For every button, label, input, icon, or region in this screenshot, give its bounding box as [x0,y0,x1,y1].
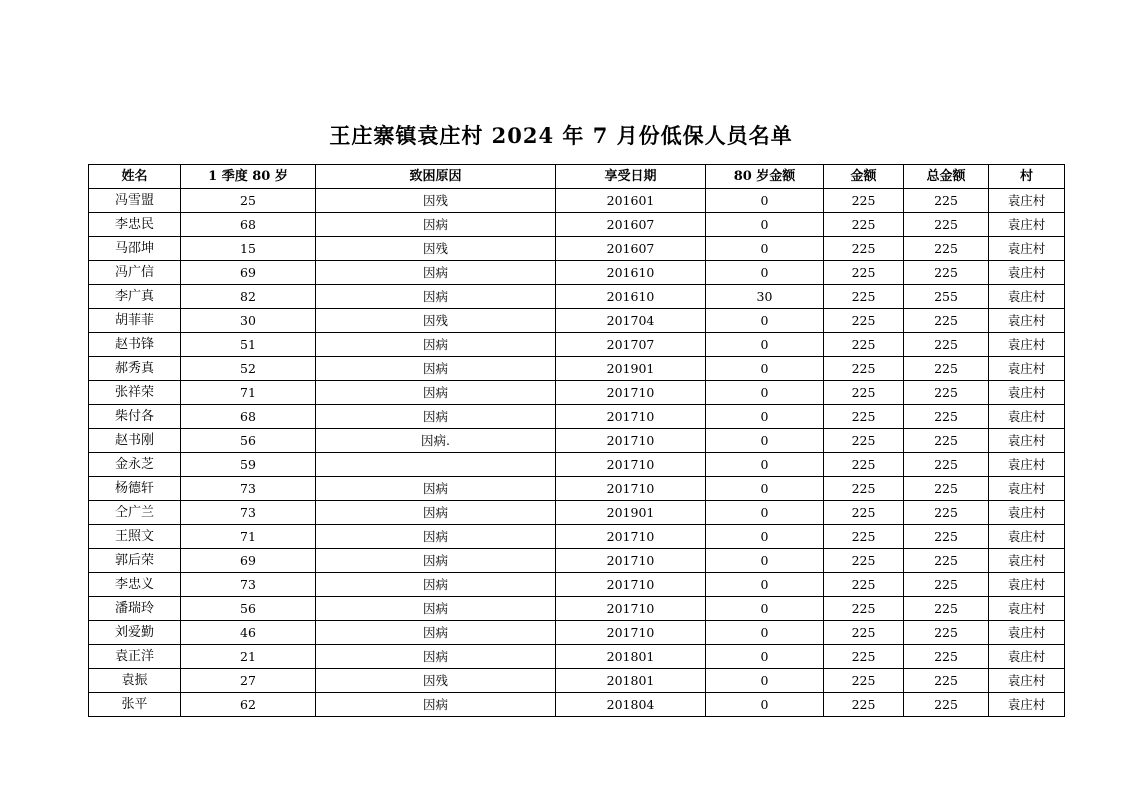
table-row [89,621,1065,645]
cell-date: 201710 [556,525,706,549]
cell-date: 201801 [556,669,706,693]
cell-name: 李忠民 [89,213,181,237]
cell-amount80: 0 [706,621,824,645]
table-row [89,549,1065,573]
cell-amount: 225 [824,573,904,597]
table-row [89,693,1065,717]
cell-amount80: 0 [706,213,824,237]
cell-amount80: 0 [706,477,824,501]
cell-total: 225 [904,357,989,381]
cell-amount: 225 [824,525,904,549]
cell-name: 李忠义 [89,573,181,597]
cell-village: 袁庄村 [989,573,1065,597]
cell-name: 袁正洋 [89,645,181,669]
cell-date: 201901 [556,501,706,525]
low-income-roster-table [88,164,1065,717]
column-header-name: 姓名 [89,165,181,189]
cell-total: 225 [904,525,989,549]
table-row [89,285,1065,309]
cell-date: 201704 [556,309,706,333]
cell-q1: 56 [181,429,316,453]
cell-q1: 30 [181,309,316,333]
cell-village: 袁庄村 [989,381,1065,405]
cell-q1: 52 [181,357,316,381]
cell-q1: 27 [181,669,316,693]
cell-village: 袁庄村 [989,621,1065,645]
cell-name: 杨德轩 [89,477,181,501]
cell-amount80: 0 [706,573,824,597]
table-row [89,453,1065,477]
table-row [89,501,1065,525]
cell-name: 李广真 [89,285,181,309]
cell-q1: 21 [181,645,316,669]
cell-date: 201610 [556,285,706,309]
cell-total: 225 [904,405,989,429]
cell-amount80: 0 [706,693,824,717]
cell-village: 袁庄村 [989,309,1065,333]
cell-name: 潘瑞玲 [89,597,181,621]
cell-name: 郭后荣 [89,549,181,573]
cell-total: 225 [904,261,989,285]
cell-total: 225 [904,645,989,669]
cell-amount: 225 [824,261,904,285]
cell-reason: 因病 [316,693,556,717]
cell-name: 王照文 [89,525,181,549]
table-row [89,261,1065,285]
cell-amount80: 0 [706,237,824,261]
cell-name: 胡菲菲 [89,309,181,333]
cell-village: 袁庄村 [989,549,1065,573]
cell-q1: 73 [181,477,316,501]
cell-amount: 225 [824,477,904,501]
cell-name: 张祥荣 [89,381,181,405]
table-row [89,189,1065,213]
table-row [89,381,1065,405]
cell-village: 袁庄村 [989,429,1065,453]
column-header-total: 总金额 [904,165,989,189]
table-row [89,645,1065,669]
cell-reason: 因病 [316,525,556,549]
cell-amount: 225 [824,237,904,261]
cell-village: 袁庄村 [989,261,1065,285]
cell-village: 袁庄村 [989,405,1065,429]
table-row [89,357,1065,381]
cell-total: 225 [904,333,989,357]
cell-q1: 71 [181,381,316,405]
cell-amount80: 0 [706,645,824,669]
cell-date: 201901 [556,357,706,381]
cell-amount: 225 [824,669,904,693]
cell-total: 225 [904,501,989,525]
cell-total: 225 [904,237,989,261]
cell-date: 201710 [556,621,706,645]
cell-amount80: 0 [706,381,824,405]
column-header-village: 村 [989,165,1065,189]
cell-amount80: 0 [706,405,824,429]
table-container [0,164,1122,717]
cell-total: 225 [904,189,989,213]
cell-date: 201607 [556,237,706,261]
cell-date: 201710 [556,573,706,597]
cell-total: 225 [904,693,989,717]
table-row [89,405,1065,429]
cell-amount80: 0 [706,669,824,693]
cell-reason: 因病. [316,429,556,453]
cell-total: 225 [904,381,989,405]
cell-q1: 71 [181,525,316,549]
cell-date: 201804 [556,693,706,717]
page-title: 王庄寨镇袁庄村 2024 年 7 月份低保人员名单 [329,123,793,148]
cell-q1: 82 [181,285,316,309]
cell-amount: 225 [824,189,904,213]
cell-total: 225 [904,621,989,645]
cell-reason: 因残 [316,669,556,693]
cell-q1: 51 [181,333,316,357]
table-header [89,165,1065,189]
cell-date: 201710 [556,477,706,501]
cell-reason: 因病 [316,285,556,309]
cell-total: 225 [904,597,989,621]
table-row [89,237,1065,261]
cell-total: 225 [904,573,989,597]
cell-name: 冯雪盟 [89,189,181,213]
cell-date: 201710 [556,453,706,477]
cell-village: 袁庄村 [989,501,1065,525]
cell-reason: 因病 [316,261,556,285]
cell-reason: 因病 [316,357,556,381]
cell-reason: 因病 [316,645,556,669]
cell-amount: 225 [824,357,904,381]
cell-amount: 225 [824,453,904,477]
cell-village: 袁庄村 [989,333,1065,357]
cell-q1: 69 [181,549,316,573]
table-header-row [89,165,1065,189]
cell-q1: 69 [181,261,316,285]
table-row [89,669,1065,693]
cell-amount80: 0 [706,429,824,453]
cell-date: 201607 [556,213,706,237]
table-row [89,525,1065,549]
cell-reason: 因病 [316,621,556,645]
cell-village: 袁庄村 [989,645,1065,669]
table-row [89,477,1065,501]
cell-q1: 73 [181,573,316,597]
column-header-q1-age80: 1 季度 80 岁 [181,165,316,189]
table-row [89,333,1065,357]
cell-village: 袁庄村 [989,285,1065,309]
cell-reason [316,453,556,477]
column-header-reason: 致困原因 [316,165,556,189]
table-body [89,189,1065,717]
cell-village: 袁庄村 [989,189,1065,213]
table-row [89,573,1065,597]
cell-reason: 因病 [316,213,556,237]
cell-date: 201707 [556,333,706,357]
cell-village: 袁庄村 [989,357,1065,381]
cell-name: 郝秀真 [89,357,181,381]
cell-q1: 25 [181,189,316,213]
cell-date: 201710 [556,549,706,573]
cell-name: 柴付各 [89,405,181,429]
cell-village: 袁庄村 [989,237,1065,261]
cell-reason: 因病 [316,549,556,573]
cell-q1: 68 [181,405,316,429]
cell-amount: 225 [824,405,904,429]
cell-amount: 225 [824,693,904,717]
cell-amount80: 0 [706,597,824,621]
cell-amount80: 0 [706,525,824,549]
cell-amount80: 0 [706,333,824,357]
cell-total: 225 [904,309,989,333]
cell-date: 201610 [556,261,706,285]
cell-amount: 225 [824,501,904,525]
table-row [89,213,1065,237]
cell-amount: 225 [824,213,904,237]
cell-amount80: 0 [706,549,824,573]
cell-reason: 因病 [316,573,556,597]
cell-village: 袁庄村 [989,693,1065,717]
cell-total: 225 [904,477,989,501]
cell-reason: 因残 [316,237,556,261]
cell-q1: 59 [181,453,316,477]
cell-reason: 因残 [316,309,556,333]
cell-q1: 68 [181,213,316,237]
cell-amount: 225 [824,621,904,645]
cell-date: 201601 [556,189,706,213]
table-row [89,309,1065,333]
cell-total: 225 [904,213,989,237]
cell-q1: 56 [181,597,316,621]
cell-village: 袁庄村 [989,669,1065,693]
cell-q1: 73 [181,501,316,525]
cell-date: 201710 [556,429,706,453]
cell-amount: 225 [824,429,904,453]
cell-total: 255 [904,285,989,309]
cell-village: 袁庄村 [989,525,1065,549]
cell-amount: 225 [824,645,904,669]
cell-name: 张平 [89,693,181,717]
cell-date: 201710 [556,381,706,405]
cell-village: 袁庄村 [989,477,1065,501]
cell-amount: 225 [824,309,904,333]
cell-amount: 225 [824,381,904,405]
cell-amount80: 0 [706,357,824,381]
cell-amount80: 0 [706,501,824,525]
table-row [89,429,1065,453]
cell-name: 仝广兰 [89,501,181,525]
cell-village: 袁庄村 [989,213,1065,237]
cell-name: 刘爱勤 [89,621,181,645]
cell-reason: 因病 [316,405,556,429]
cell-amount: 225 [824,333,904,357]
cell-amount: 225 [824,549,904,573]
cell-reason: 因病 [316,381,556,405]
cell-q1: 15 [181,237,316,261]
cell-amount: 225 [824,597,904,621]
cell-date: 201801 [556,645,706,669]
cell-amount80: 0 [706,261,824,285]
cell-name: 赵书锋 [89,333,181,357]
cell-amount80: 30 [706,285,824,309]
column-header-amount: 金额 [824,165,904,189]
cell-total: 225 [904,669,989,693]
cell-amount80: 0 [706,189,824,213]
cell-name: 赵书刚 [89,429,181,453]
cell-q1: 46 [181,621,316,645]
cell-amount: 225 [824,285,904,309]
cell-total: 225 [904,429,989,453]
cell-amount80: 0 [706,453,824,477]
cell-total: 225 [904,549,989,573]
cell-date: 201710 [556,405,706,429]
column-header-date: 享受日期 [556,165,706,189]
cell-reason: 因病 [316,333,556,357]
cell-amount80: 0 [706,309,824,333]
cell-village: 袁庄村 [989,453,1065,477]
table-row [89,597,1065,621]
cell-name: 马邵坤 [89,237,181,261]
cell-name: 金永芝 [89,453,181,477]
cell-name: 冯广信 [89,261,181,285]
cell-name: 袁振 [89,669,181,693]
cell-reason: 因病 [316,501,556,525]
cell-village: 袁庄村 [989,597,1065,621]
cell-reason: 因病 [316,597,556,621]
cell-reason: 因病 [316,477,556,501]
cell-reason: 因残 [316,189,556,213]
cell-total: 225 [904,453,989,477]
cell-date: 201710 [556,597,706,621]
column-header-amount80: 80 岁金额 [706,165,824,189]
cell-q1: 62 [181,693,316,717]
